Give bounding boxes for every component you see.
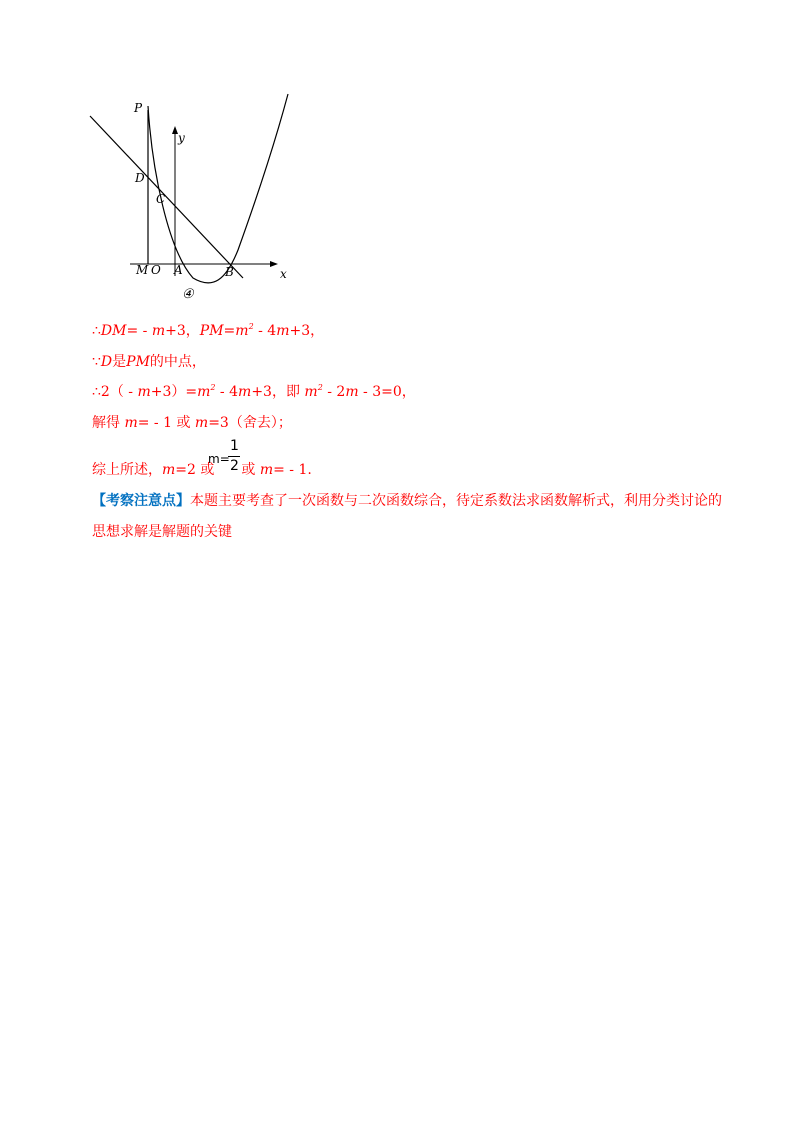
label-p: P bbox=[134, 101, 143, 115]
text-segment: ∴2（ - bbox=[92, 384, 138, 400]
note-line-1 bbox=[92, 490, 722, 510]
text-segment: = - 1. bbox=[273, 462, 312, 478]
solution-line-4 bbox=[92, 412, 292, 432]
text-segment: - 4 bbox=[253, 323, 277, 339]
text-segment: 或 bbox=[241, 462, 260, 478]
fraction-denominator: 2 bbox=[230, 458, 239, 474]
text-segment: =3（舍去）； bbox=[208, 415, 292, 431]
x-axis-arrow bbox=[270, 261, 278, 267]
text-segment: 是 bbox=[112, 354, 127, 370]
superscript: 2 bbox=[248, 322, 254, 331]
var-m: m bbox=[345, 384, 359, 400]
note-text-1: 本题主要考查了一次函数与二次函数综合，待定系数法求函数解析式，利用分类讨论的 bbox=[190, 493, 722, 509]
solution-line-3 bbox=[92, 381, 416, 401]
geometry-figure bbox=[88, 90, 298, 305]
label-d: D bbox=[135, 171, 145, 185]
var-m: m bbox=[276, 323, 290, 339]
solution-line-5 bbox=[92, 459, 312, 479]
var-m: m bbox=[304, 384, 318, 400]
solution-line-2 bbox=[92, 351, 206, 371]
var-m: m bbox=[162, 462, 176, 478]
note-text-2: 思想求解是解题的关键 bbox=[92, 524, 232, 540]
text-segment: - 2 bbox=[322, 384, 346, 400]
label-x: x bbox=[280, 267, 287, 281]
superscript: 2 bbox=[210, 383, 216, 392]
var-pm: PM bbox=[199, 323, 224, 339]
fraction-prefix: m= bbox=[208, 452, 230, 466]
text-segment: 综上所述， bbox=[92, 462, 162, 478]
label-c: C bbox=[156, 192, 166, 206]
text-segment: 的中点， bbox=[149, 354, 206, 370]
var-m: m bbox=[238, 384, 252, 400]
text-segment: = - bbox=[126, 323, 152, 339]
label-a: A bbox=[174, 263, 183, 277]
because-symbol: ∵ bbox=[92, 354, 101, 370]
var-pm: PM bbox=[126, 354, 150, 370]
var-d: D bbox=[100, 354, 113, 370]
fraction-numerator: 1 bbox=[230, 438, 239, 454]
line-dcb bbox=[90, 116, 243, 278]
var-m: m bbox=[151, 323, 166, 339]
label-y: y bbox=[178, 131, 185, 145]
figure-caption: ④ bbox=[182, 287, 194, 302]
text-segment: = bbox=[223, 323, 236, 339]
text-segment: +3， bbox=[165, 323, 200, 339]
parabola-curve bbox=[148, 94, 288, 283]
text-segment: +3， bbox=[289, 323, 325, 339]
var-m: m bbox=[197, 384, 211, 400]
text-segment: - 4 bbox=[215, 384, 239, 400]
text-segment: 解得 bbox=[92, 415, 125, 431]
var-m: m bbox=[235, 323, 249, 339]
text-segment: =2 或 bbox=[175, 462, 215, 478]
text-segment: +3）= bbox=[150, 384, 198, 400]
var-dm: DM bbox=[100, 323, 127, 339]
var-m: m bbox=[259, 462, 274, 478]
text-segment: +3，即 bbox=[251, 384, 305, 400]
text-segment: = - 1 或 bbox=[137, 415, 195, 431]
note-tag: 【考察注意点】 bbox=[92, 493, 190, 509]
label-b: B bbox=[225, 265, 234, 279]
var-m: m bbox=[194, 415, 209, 431]
var-m: m bbox=[124, 415, 138, 431]
solution-line-1 bbox=[92, 320, 324, 340]
label-m: M bbox=[136, 263, 149, 277]
fraction-bar bbox=[228, 456, 240, 457]
label-o: O bbox=[151, 263, 161, 277]
therefore-symbol: ∴ bbox=[92, 323, 101, 339]
var-m: m bbox=[137, 384, 151, 400]
superscript: 2 bbox=[317, 383, 323, 392]
note-line-2 bbox=[92, 521, 232, 541]
text-segment: - 3=0， bbox=[358, 384, 416, 400]
